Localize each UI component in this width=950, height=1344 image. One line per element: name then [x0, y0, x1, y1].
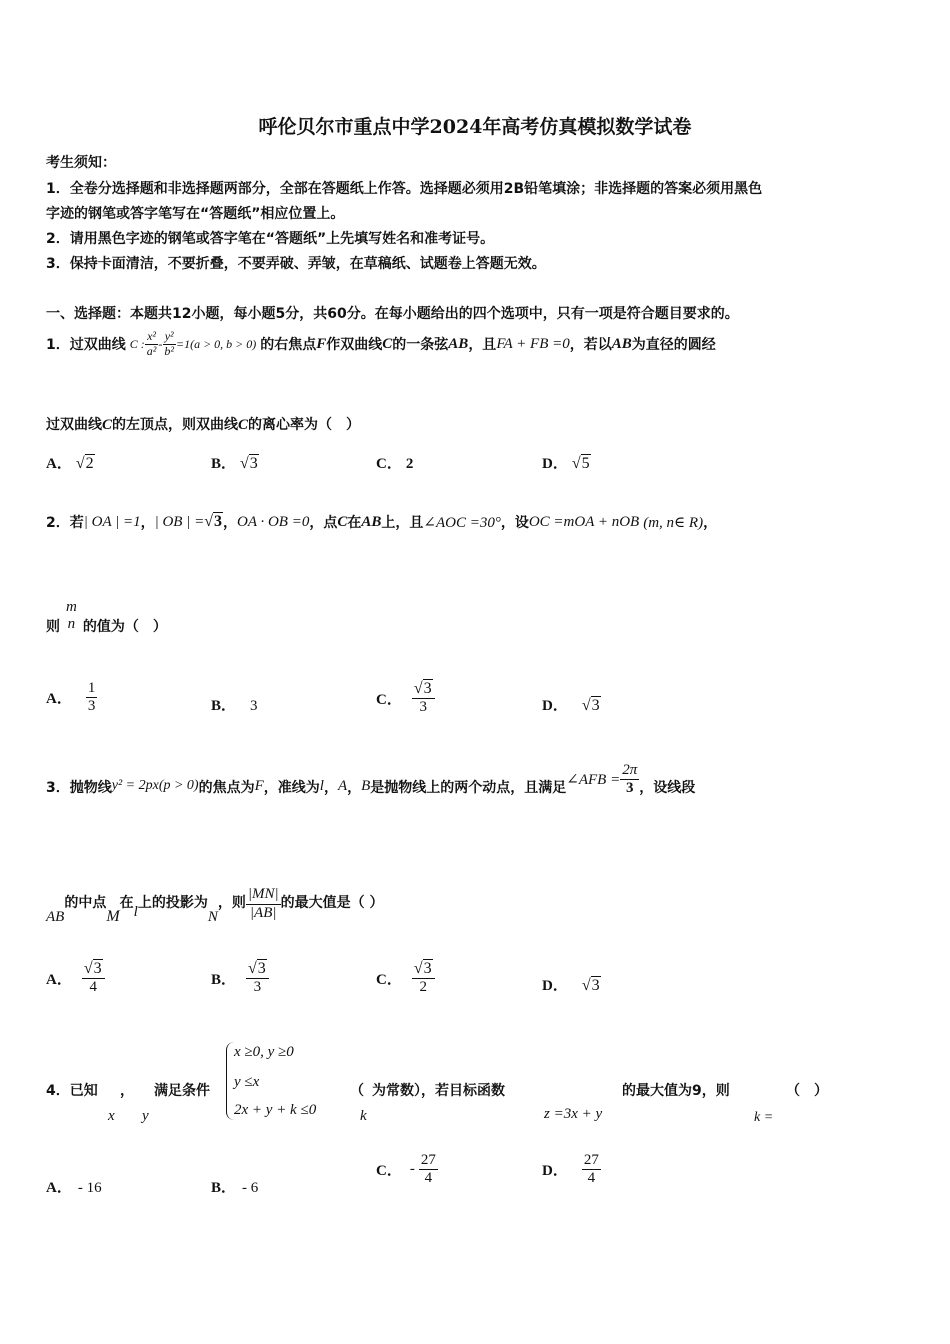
- page-title: 呼伦贝尔市重点中学2024年高考仿真模拟数学试卷: [258, 116, 692, 138]
- q4-objective: z =3x + y: [544, 1106, 603, 1122]
- q1-text: 为直径的圆经: [631, 337, 716, 354]
- question-3-options: [46, 960, 926, 1010]
- q3-option-b[interactable]: B． $\frac{√3}{3}$: [211, 960, 269, 997]
- q3-option-a[interactable]: A． $\frac{√3}{4}$: [46, 960, 105, 997]
- q1-text: 作双曲线: [326, 337, 383, 354]
- q1-text: ，且: [468, 337, 497, 354]
- question-1-line-2: 过双曲线C的左顶点，则双曲线C的离心率为（ ）: [46, 417, 361, 433]
- q3-angle-fraction: $\frac{2\pi}{3}$: [622, 762, 638, 797]
- q4-option-d[interactable]: D． $\frac{27}{4}$: [542, 1152, 599, 1187]
- q1-option-d[interactable]: D． √5: [542, 455, 590, 472]
- q4-constraint-3: 2x + y + k ≤0: [234, 1102, 317, 1118]
- q2-option-d[interactable]: D． √3: [542, 697, 600, 714]
- section-heading: 一、选择题：本题共12小题，每小题5分，共60分。在每小题给出的四个选项中，只有一项是符合题目要求的。: [46, 306, 739, 322]
- q1-option-b[interactable]: B． √3: [211, 455, 258, 472]
- notice-heading: 考生须知：: [46, 155, 116, 171]
- q1-var: C: [382, 335, 393, 352]
- question-3-line-2: AB 的中点 M 在 l 上的投影为 N ，则 $\frac{|MN|}{|AB|}$ 的最大值是（ ）: [46, 886, 384, 925]
- question-4: 4．已知 x ， y 满足条件 x ≥0, y ≥0 y ≤x 2x + y + k ≤0 （ k 为常数），若目标函数 z =3x + y 的最大值为9，则 k = （ ）: [46, 1044, 828, 1125]
- q1-frac-x: $\frac{\text{x²}}{\text{a²}}$: [146, 329, 157, 358]
- question-3-line-1: 3．抛物线 y² = 2px(p > 0) 的焦点为 F ，准线为 l ， A ， B 是抛物线上的两个动点，且满足 ∠AFB = $\frac{2\pi}{3}$ ，设线段: [46, 762, 696, 797]
- q4-option-c[interactable]: C． - $\frac{27}{4}$: [376, 1152, 436, 1187]
- q2-option-a[interactable]: A． $\frac{1}{3}$: [46, 680, 96, 715]
- q1-text: 1．过双曲线: [46, 337, 126, 354]
- q4-constraint-2: y ≤x: [234, 1074, 260, 1090]
- notice-line-2: 2．请用黑色字迹的钢笔或答字笔在“答题纸”上先填写姓名和准考证号。: [46, 231, 495, 247]
- notice-line-3: 3．保持卡面清洁，不要折叠，不要弄破、弄皱，在草稿纸、试题卷上答题无效。: [46, 256, 546, 272]
- q2-angle: ∠AOC =30°: [423, 514, 501, 531]
- question-1-line-1: [46, 330, 716, 359]
- question-4-options: [46, 1152, 926, 1202]
- q2-oa-condition: | OA | =1: [83, 513, 141, 530]
- q4-option-b[interactable]: B． - 6: [211, 1180, 259, 1196]
- q2-dot-condition: OA · OB =0: [237, 513, 310, 530]
- q1-var: AB: [448, 335, 469, 352]
- question-2-line-2: 则 m n 的值为（ ）: [46, 598, 167, 635]
- notice-line-1a: 1．全卷分选择题和非选择题两部分，全部在答题纸上作答。选择题必须用2B铅笔填涂；非选择题的答案必须用黑色: [46, 181, 763, 197]
- q2-option-b[interactable]: B． 3: [211, 698, 258, 714]
- question-2-line-1: 2．若 | OA | =1 ， | OB | = √3 ， OA · OB =0 ，点 C 在 AB 上，且 ∠AOC =30° ，设 OC =mOA + nOB (m, n∈ R) ，: [46, 513, 718, 531]
- q3-angle: ∠AFB =: [566, 772, 621, 789]
- q1-option-a[interactable]: A． √2: [46, 455, 94, 472]
- q3-option-c[interactable]: C． $\frac{√3}{2}$: [376, 960, 435, 997]
- q1-frac-y: $\frac{\text{y²}}{\text{b²}}$: [164, 329, 174, 358]
- q3-parabola-equation: y² = 2px(p > 0): [111, 777, 199, 793]
- question-1-options: [46, 452, 926, 482]
- q1-vector-condition: FA + FB =0: [496, 335, 570, 352]
- notice-line-1b: 字迹的钢笔或答字笔写在“答题纸”相应位置上。: [46, 206, 345, 222]
- q1-curve-label: C :: [129, 336, 145, 351]
- q1-text: 的一条弦: [392, 337, 449, 354]
- q1-text: 的右焦点: [260, 337, 317, 354]
- q2-m-over-n: m n: [66, 598, 77, 632]
- q2-ob-condition: | OB | =: [154, 513, 205, 530]
- q4-option-a[interactable]: A． - 16: [46, 1180, 102, 1196]
- q4-constraint-1: x ≥0, y ≥0: [234, 1044, 294, 1060]
- q2-oc-expression: OC =mOA + nOB: [528, 513, 640, 530]
- q3-option-d[interactable]: D． √3: [542, 977, 600, 994]
- question-2-options: [46, 680, 926, 730]
- q1-option-c[interactable]: C． 2: [376, 456, 414, 472]
- q3-ratio: $\frac{|MN|}{|AB|}$: [247, 886, 279, 921]
- q1-condition: =1(a > 0, b > 0): [175, 336, 257, 351]
- q1-minus: -: [158, 336, 163, 351]
- q1-var: F: [316, 335, 327, 352]
- q1-text: ，若以: [569, 337, 612, 354]
- q2-option-c[interactable]: C． $\frac{√3}{3}$: [376, 680, 435, 717]
- q1-var: AB: [611, 335, 632, 352]
